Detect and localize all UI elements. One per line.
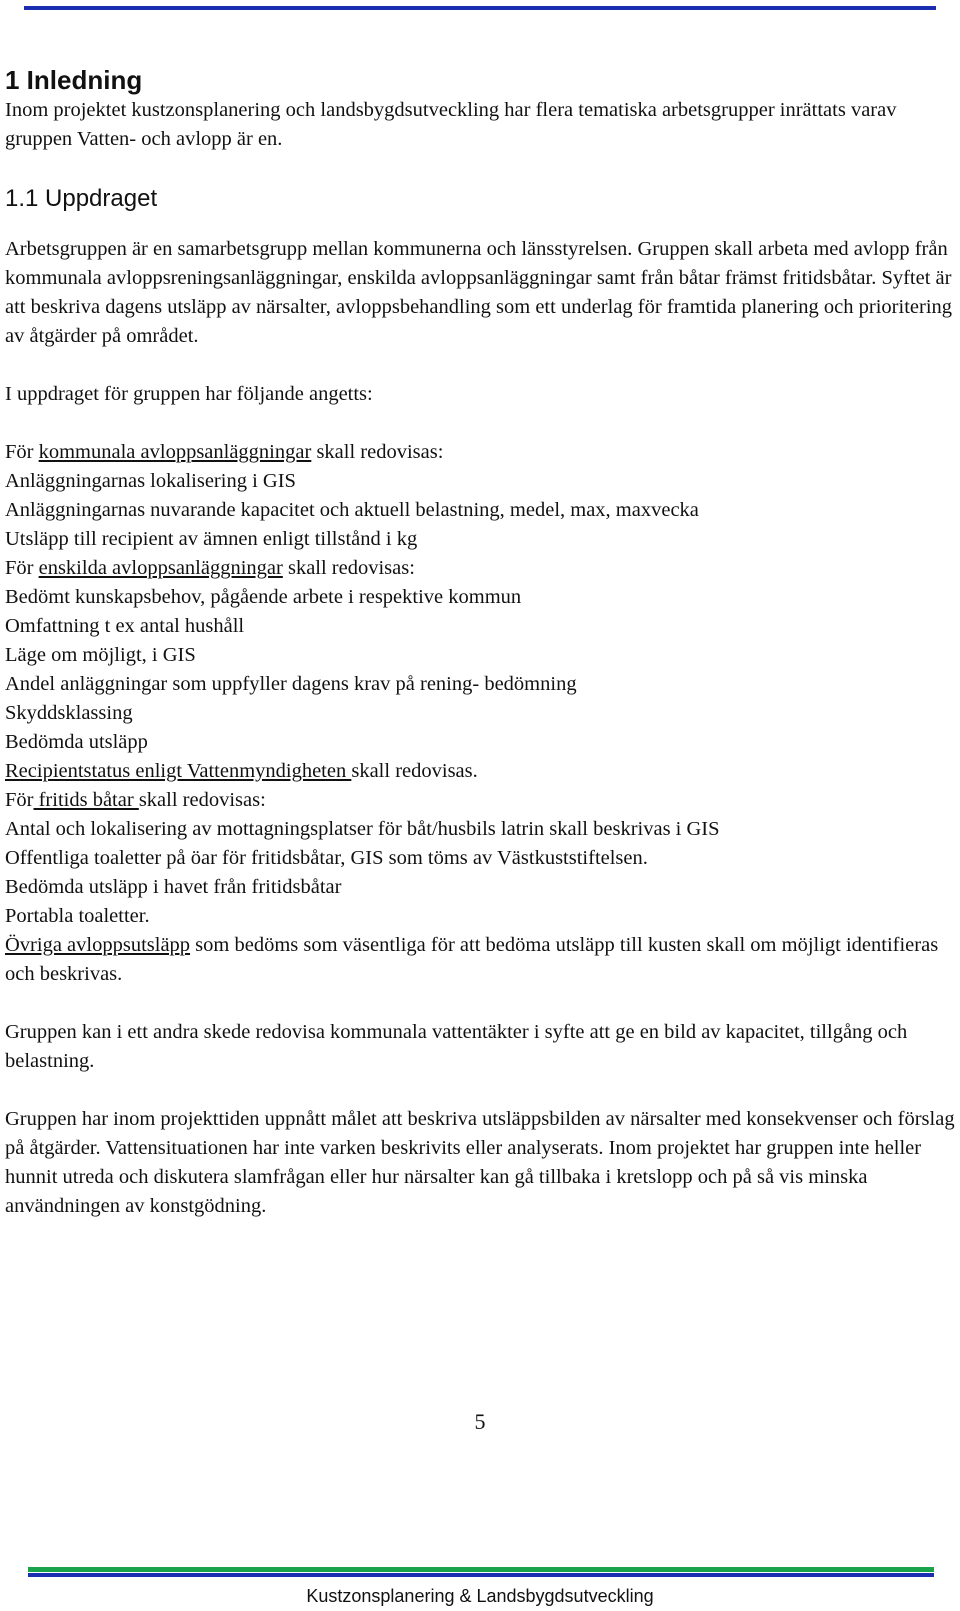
ovriga-underlined: Övriga avloppsutsläpp xyxy=(5,934,191,956)
summary-paragraph: Gruppen har inom projekttiden uppnått målet att beskriva utsläppsbilden av närsalter med konsekvenser och förslag på åtgärder. Vattensituationen har inte varken beskrivits eller analyserats. Inom projektet har gruppen inte heller hunnit utreda och diskutera slamfrågan eller hur närsalter kan gå tillbaka i kretslopp och på så vis minska användningen av konstgödning. xyxy=(5,1108,955,1217)
heading-inledning: 1 Inledning xyxy=(5,65,143,95)
list-item: Utsläpp till recipient av ämnen enligt tillstånd i kg xyxy=(5,528,418,550)
recipient-line: Recipientstatus enligt Vattenmyndigheten skall redovisas. xyxy=(5,760,478,782)
list-item: Anläggningarnas nuvarande kapacitet och aktuell belastning, medel, max, maxvecka xyxy=(5,499,699,521)
enskilda-underlined: enskilda avloppsanläggningar xyxy=(38,557,283,579)
document-body xyxy=(5,60,955,1221)
list-item: Portabla toaletter. xyxy=(5,905,150,927)
recipient-underlined: Recipientstatus enligt Vattenmyndigheten xyxy=(5,760,352,782)
list-item: Offentliga toaletter på öar för fritidsbåtar, GIS som töms av Västkuststiftelsen. xyxy=(5,847,648,869)
list-item: Skyddsklassing xyxy=(5,702,133,724)
list-item: Bedömda utsläpp xyxy=(5,731,148,753)
vattentakter-paragraph: Gruppen kan i ett andra skede redovisa kommunala vattentäkter i syfte att ge en bild av kapacitet, tillgång och belastning. xyxy=(5,1021,908,1072)
footer-rule-green xyxy=(28,1567,934,1572)
fritidsbatar-underlined: fritids båtar xyxy=(33,789,139,811)
intro-paragraph: Inom projektet kustzonsplanering och landsbygdsutveckling har flera tematiska arbetsgrupper inrättats varav gruppen Vatten- och avlopp är en. xyxy=(5,99,897,150)
kommunala-underlined: kommunala avloppsanläggningar xyxy=(38,441,312,463)
footer-rule-blue xyxy=(28,1573,934,1577)
uppdraget-paragraph: Arbetsgruppen är en samarbetsgrupp mellan kommunerna och länsstyrelsen. Gruppen skall arbeta med avlopp från kommunala avloppsreningsanläggningar, enskilda avloppsanläggningar samt från båtar främst fritidsbåtar. Syftet är att beskriva dagens utsläpp av närsalter, avloppsbehandling som ett underlag för framtida planering och prioritering av åtgärder på området. xyxy=(5,238,953,347)
ovriga-paragraph: Övriga avloppsutsläpp som bedöms som väsentliga för att bedöma utsläpp till kusten skall om möjligt identifieras och beskrivas. xyxy=(5,934,939,985)
list-item: Anläggningarnas lokalisering i GIS xyxy=(5,470,296,492)
footer-title: Kustzonsplanering & Landsbygdsutveckling xyxy=(306,1586,654,1606)
list-item: Bedömda utsläpp i havet från fritidsbåtar xyxy=(5,876,342,898)
list-item: Bedömt kunskapsbehov, pågående arbete i respektive kommun xyxy=(5,586,522,608)
kommunala-heading: För kommunala avloppsanläggningar skall redovisas: xyxy=(5,441,444,463)
fritidsbatar-heading: För fritids båtar skall redovisas: xyxy=(5,789,266,811)
enskilda-heading: För enskilda avloppsanläggningar skall redovisas: xyxy=(5,557,415,579)
list-item: Omfattning t ex antal hushåll xyxy=(5,615,245,637)
list-item: Läge om möjligt, i GIS xyxy=(5,644,196,666)
page-number: 5 xyxy=(474,1409,486,1434)
heading-uppdraget: 1.1 Uppdraget xyxy=(5,185,158,212)
list-item: Andel anläggningar som uppfyller dagens krav på rening- bedömning xyxy=(5,673,577,695)
list-item: Antal och lokalisering av mottagningsplatser för båt/husbils latrin skall beskrivas i GIS xyxy=(5,818,720,840)
assignment-intro: I uppdraget för gruppen har följande angetts: xyxy=(5,383,373,405)
header-rule xyxy=(24,6,936,10)
